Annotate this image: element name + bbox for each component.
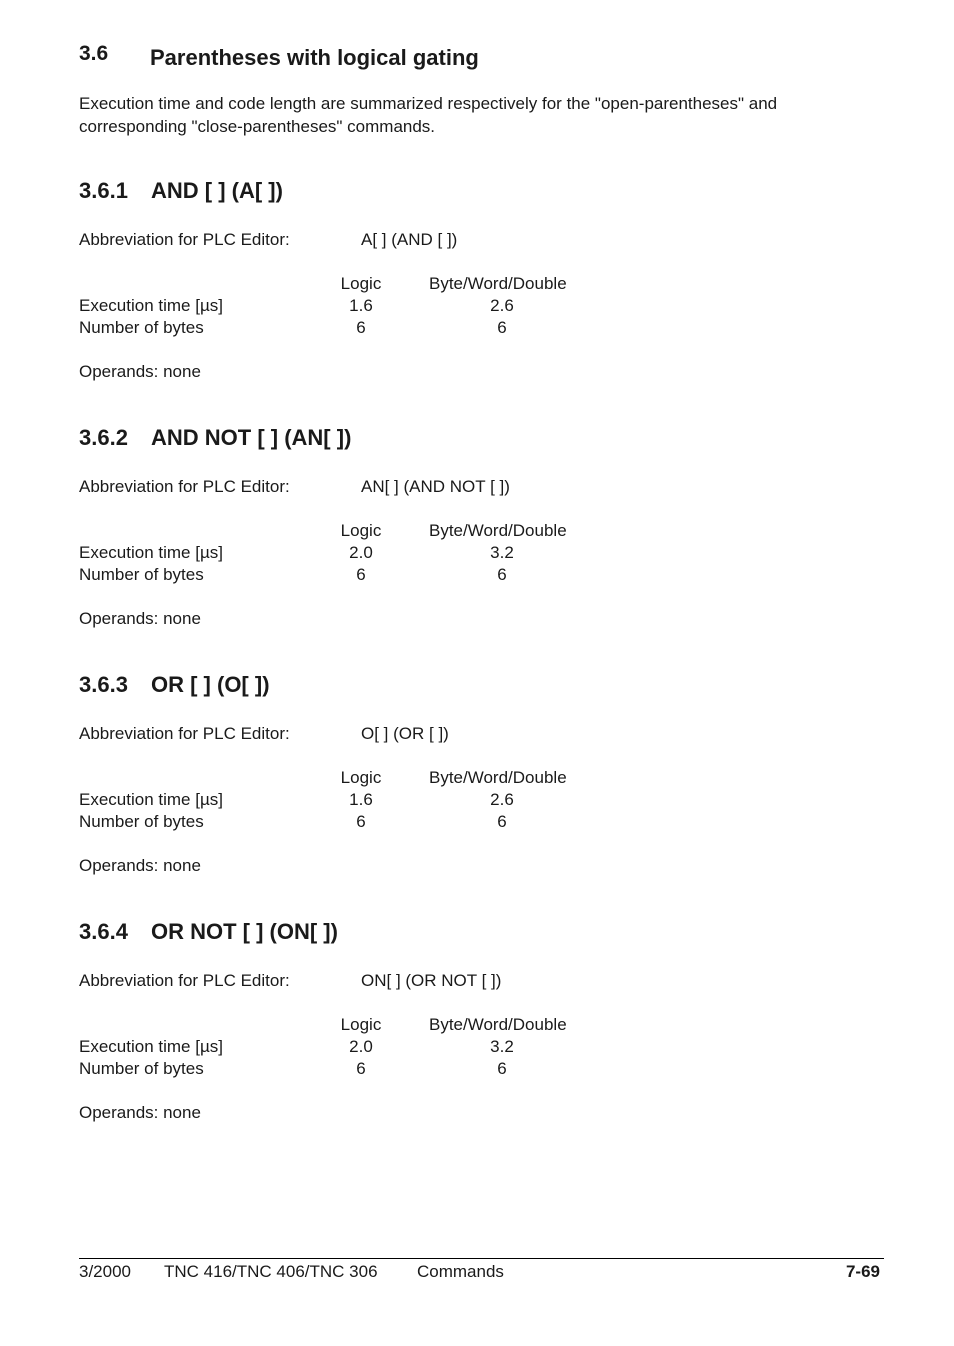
abbreviation-value: A[ ] (AND [ ]) [361, 230, 458, 249]
footer-divider [79, 1258, 884, 1259]
operands-text: Operands: none [79, 609, 201, 628]
footer-model: TNC 416/TNC 406/TNC 306 [164, 1262, 378, 1281]
num-bytes-logic: 6 [356, 318, 366, 337]
exec-time-label: Execution time [µs] [79, 790, 223, 809]
subsection-number: 3.6.4 [79, 919, 128, 944]
col-header-logic: Logic [340, 274, 382, 293]
page-number: 7-69 [845, 1262, 880, 1281]
abbreviation-value: ON[ ] (OR NOT [ ]) [361, 971, 502, 990]
num-bytes-byte: 6 [497, 812, 507, 831]
subsection-heading [79, 178, 283, 204]
abbreviation-label: Abbreviation for PLC Editor: [79, 971, 290, 990]
intro-paragraph [79, 92, 777, 138]
num-bytes-byte: 6 [497, 565, 507, 584]
subsection-and [0, 178, 954, 408]
exec-time-byte: 2.6 [490, 296, 514, 315]
intro-line-2: corresponding "close-parentheses" commands. [79, 117, 436, 136]
subsection-title: OR NOT [ ] (ON[ ]) [151, 919, 338, 944]
col-header-byte: Byte/Word/Double [429, 1015, 567, 1034]
subsection-title: AND NOT [ ] (AN[ ]) [151, 425, 352, 450]
exec-time-logic: 2.0 [349, 1037, 373, 1056]
subsection-or-not [0, 919, 954, 1149]
abbreviation-label: Abbreviation for PLC Editor: [79, 724, 290, 743]
exec-time-byte: 3.2 [490, 1037, 514, 1056]
abbreviation-value: AN[ ] (AND NOT [ ]) [361, 477, 510, 496]
section-number: 3.6 [79, 42, 109, 65]
page-title: Parentheses with logical gating [150, 45, 479, 70]
exec-time-byte: 2.6 [490, 790, 514, 809]
num-bytes-logic: 6 [356, 812, 366, 831]
num-bytes-logic: 6 [356, 565, 366, 584]
exec-time-label: Execution time [µs] [79, 543, 223, 562]
col-header-byte: Byte/Word/Double [429, 274, 567, 293]
exec-time-logic: 1.6 [349, 296, 373, 315]
subsection-title: AND [ ] (A[ ]) [151, 178, 283, 203]
num-bytes-label: Number of bytes [79, 565, 204, 584]
exec-time-byte: 3.2 [490, 543, 514, 562]
footer-date: 3/2000 [79, 1262, 131, 1281]
num-bytes-label: Number of bytes [79, 1059, 204, 1078]
subsection-heading [79, 672, 270, 698]
abbreviation-label: Abbreviation for PLC Editor: [79, 230, 290, 249]
exec-time-label: Execution time [µs] [79, 296, 223, 315]
subsection-or [0, 672, 954, 902]
col-header-logic: Logic [340, 521, 382, 540]
exec-time-label: Execution time [µs] [79, 1037, 223, 1056]
subsection-number: 3.6.2 [79, 425, 128, 450]
subsection-title: OR [ ] (O[ ]) [151, 672, 270, 697]
exec-time-logic: 1.6 [349, 790, 373, 809]
num-bytes-byte: 6 [497, 318, 507, 337]
num-bytes-byte: 6 [497, 1059, 507, 1078]
col-header-logic: Logic [340, 1015, 382, 1034]
col-header-logic: Logic [340, 768, 382, 787]
footer-section: Commands [417, 1262, 504, 1281]
num-bytes-label: Number of bytes [79, 318, 204, 337]
subsection-heading [79, 425, 351, 451]
num-bytes-logic: 6 [356, 1059, 366, 1078]
num-bytes-label: Number of bytes [79, 812, 204, 831]
subsection-number: 3.6.1 [79, 178, 128, 203]
intro-line-1: Execution time and code length are summarized respectively for the "open-parentheses" and [79, 94, 778, 113]
col-header-byte: Byte/Word/Double [429, 521, 567, 540]
operands-text: Operands: none [79, 856, 201, 875]
abbreviation-label: Abbreviation for PLC Editor: [79, 477, 290, 496]
operands-text: Operands: none [79, 362, 201, 381]
subsection-and-not [0, 425, 954, 655]
col-header-byte: Byte/Word/Double [429, 768, 567, 787]
subsection-heading [79, 919, 338, 945]
abbreviation-value: O[ ] (OR [ ]) [361, 724, 449, 743]
subsection-number: 3.6.3 [79, 672, 128, 697]
exec-time-logic: 2.0 [349, 543, 373, 562]
operands-text: Operands: none [79, 1103, 201, 1122]
